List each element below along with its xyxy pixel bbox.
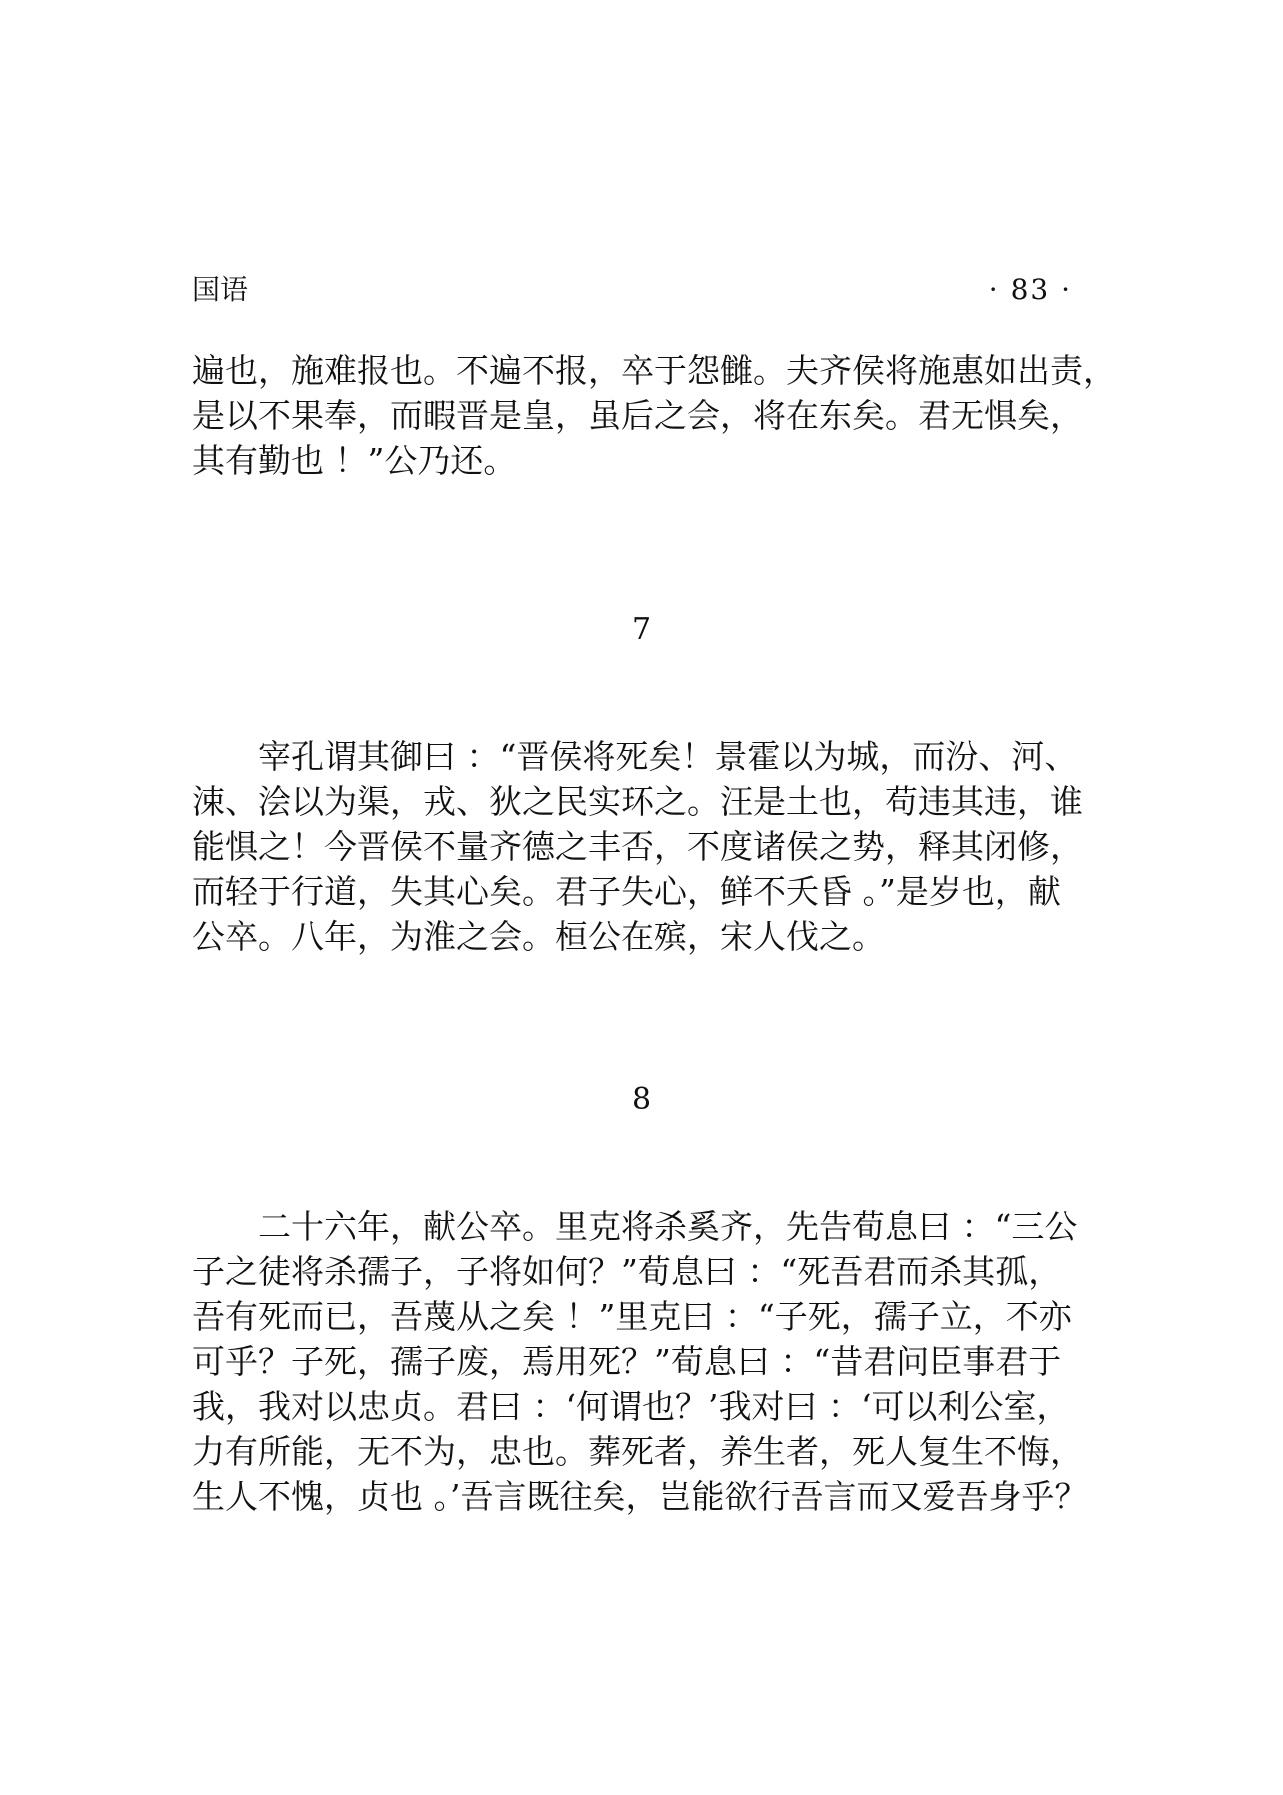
- text-line: 二十六年，献公卒。里克将杀奚齐，先告荀息曰 ：“三公: [258, 1207, 1078, 1246]
- text-line: 我，我对以忠贞。君曰 ：‘何谓也？’我对曰 ：‘可以利公室，: [192, 1387, 1070, 1426]
- running-header: [192, 270, 1072, 310]
- text-line: 可乎？子死，孺子废，焉用死？”荀息曰 ：“昔君问臣事君于: [192, 1342, 1062, 1381]
- section-number-7: 7: [631, 612, 652, 647]
- paragraph-continued: [192, 348, 1116, 483]
- text-line: 遍也，施难报也。不遍不报，卒于怨雠。夫齐侯将施惠如出责，: [192, 351, 1116, 390]
- text-line: 其有勤也 ！”公乃还。: [192, 441, 517, 480]
- paragraph-section-7: [192, 734, 1102, 959]
- text-line: 是以不果奉，而暇晋是皇，虽后之会，将在东矣。君无惧矣，: [192, 396, 1083, 435]
- text-line: 力有所能，无不为，忠也。葬死者，养生者，死人复生不悔，: [192, 1432, 1083, 1471]
- section-number-8: 8: [631, 1082, 652, 1117]
- page-number: · 83 ·: [988, 273, 1072, 306]
- text-line: 吾有死而已，吾蔑从之矣 ！”里克曰 ：“子死，孺子立，不亦: [192, 1297, 1072, 1336]
- text-line: 能惧之！今晋侯不量齐德之丰否，不度诸侯之势，释其闭修，: [192, 827, 1083, 866]
- text-line: 子之徒将杀孺子，子将如何？”荀息曰 ：“死吾君而杀其孤，: [192, 1252, 1062, 1291]
- text-line: 宰孔谓其御曰 ：“晋侯将死矣！景霍以为城，而汾、河、: [258, 737, 1078, 776]
- text-line: 生人不愧，贞也 。’吾言既往矣，岂能欲行吾言而又爱吾身乎？: [192, 1477, 1088, 1516]
- book-title: 国语: [192, 273, 249, 306]
- text-line: 涑、浍以为渠，戎、狄之民实环之。汪是土也，苟违其违，谁: [192, 782, 1083, 821]
- text-line: 公卒。八年，为淮之会。桓公在殡，宋人伐之。: [192, 917, 885, 956]
- paragraph-section-8: [192, 1204, 1102, 1519]
- text-line: 而轻于行道，失其心矣。君子失心，鲜不夭昏 。”是岁也，献: [192, 872, 1061, 911]
